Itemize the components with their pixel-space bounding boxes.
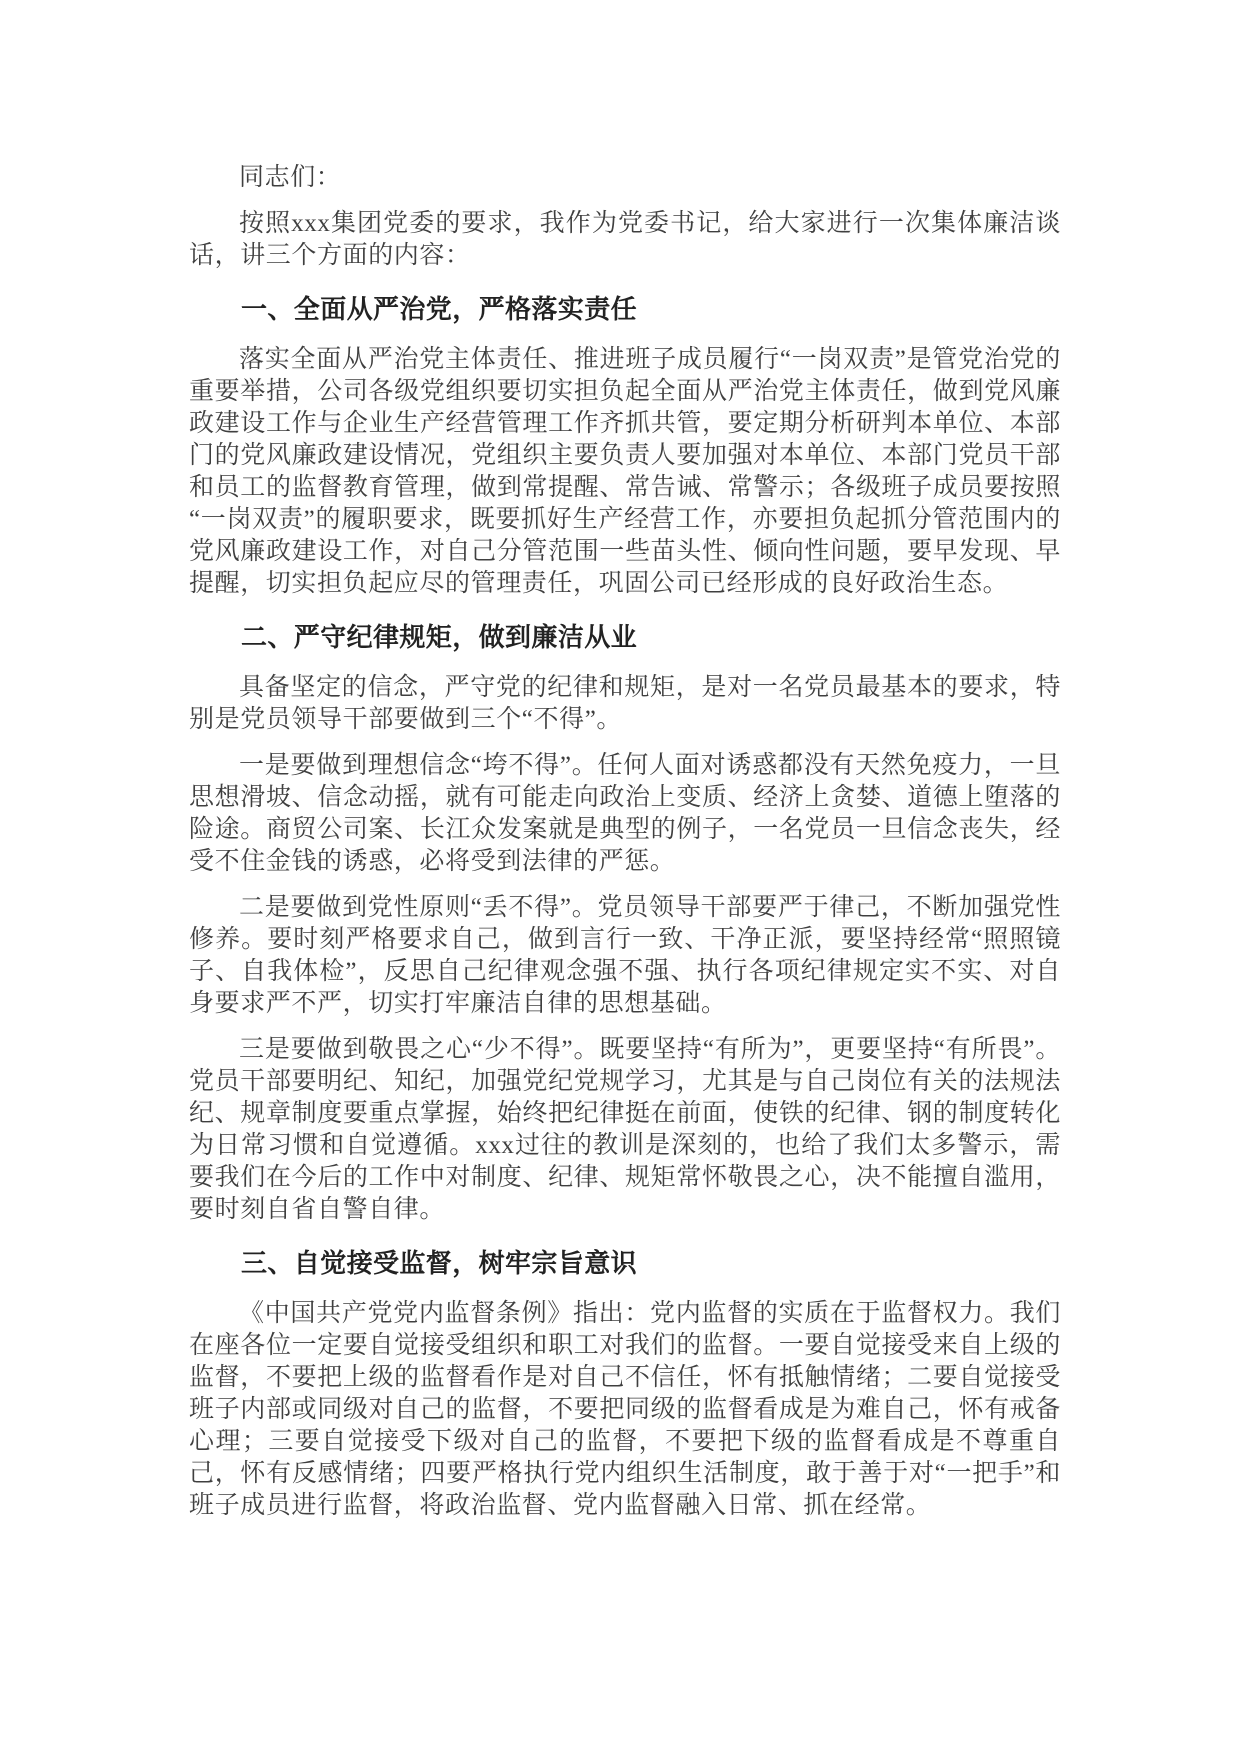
section-3-paragraph-1: 《中国共产党党内监督条例》指出：党内监督的实质在于监督权力。我们在座各位一定要自觉接受组织和职工对我们的监督。一要自觉接受来自上级的监督，不要把上级的监督看作是对自己不信任，怀有抵触情绪；二要自觉接受班子内部或同级对自己的监督，不要把同级的监督看成是为难自己，怀有戒备心理；三要自觉接受下级对自己的监督，不要把下级的监督看成是不尊重自己，怀有反感情绪；四要严格执行党内组织生活制度，敢于善于对“一把手”和班子成员进行监督，将政治监督、党内监督融入日常、抓在经常。 [189,1300,1061,1519]
section-1-paragraph-1: 落实全面从严治党主体责任、推进班子成员履行“一岗双责”是管党治党的重要举措，公司各级党组织要切实担负起全面从严治党主体责任，做到党风廉政建设工作与企业生产经营管理工作齐抓共管，要定期分析研判本单位、本部门的党风廉政建设情况，党组织主要负责人要加强对本单位、本部门党员干部和员工的监督教育管理，做到常提醒、常告诫、常警示；各级班子成员要按照“一岗双责”的履职要求，既要抓好生产经营工作，亦要担负起抓分管范围内的党风廉政建设工作，对自己分管范围一些苗头性、倾向性问题，要早发现、早提醒，切实担负起应尽的管理责任，巩固公司已经形成的良好政治生态。 [189,346,1061,597]
section-2-paragraph-3: 二是要做到党性原则“丢不得”。党员领导干部要严于律己，不断加强党性修养。要时刻严格要求自己，做到言行一致、干净正派，要坚持经常“照照镜子、自我体检”，反思自己纪律观念强不强、执行各项纪律规定实不实、对自身要求严不严，切实打牢廉洁自律的思想基础。 [189,894,1061,1017]
section-2-heading: 二、严守纪律规矩，做到廉洁从业 [241,622,638,652]
section-2-paragraph-4: 三是要做到敬畏之心“少不得”。既要坚持“有所为”，更要坚持“有所畏”。党员干部要明纪、知纪，加强党纪党规学习，尤其是与自己岗位有关的法规法纪、规章制度要重点掌握，始终把纪律挺在前面，使铁的纪律、钢的制度转化为日常习惯和自觉遵循。xxx过往的教训是深刻的，也给了我们太多警示，需要我们在今后的工作中对制度、纪律、规矩常怀敬畏之心，决不能擅自滥用，要时刻自省自警自律。 [189,1036,1061,1223]
salutation: 同志们： [239,164,342,191]
section-2-paragraph-2: 一是要做到理想信念“垮不得”。任何人面对诱惑都没有天然免疫力，一旦思想滑坡、信念动摇，就有可能走向政治上变质、经济上贪婪、道德上堕落的险途。商贸公司案、长江众发案就是典型的例子，一名党员一旦信念丧失，经受不住金钱的诱惑，必将受到法律的严惩。 [189,752,1061,875]
section-1-heading: 一、全面从严治党，严格落实责任 [241,294,638,324]
section-2-paragraph-1: 具备坚定的信念，严守党的纪律和规矩，是对一名党员最基本的要求，特别是党员领导干部要做到三个“不得”。 [189,674,1061,733]
intro-paragraph: 按照xxx集团党委的要求，我作为党委书记，给大家进行一次集体廉洁谈话，讲三个方面的内容： [189,210,1061,269]
section-3-heading: 三、自觉接受监督，树牢宗旨意识 [241,1248,638,1278]
